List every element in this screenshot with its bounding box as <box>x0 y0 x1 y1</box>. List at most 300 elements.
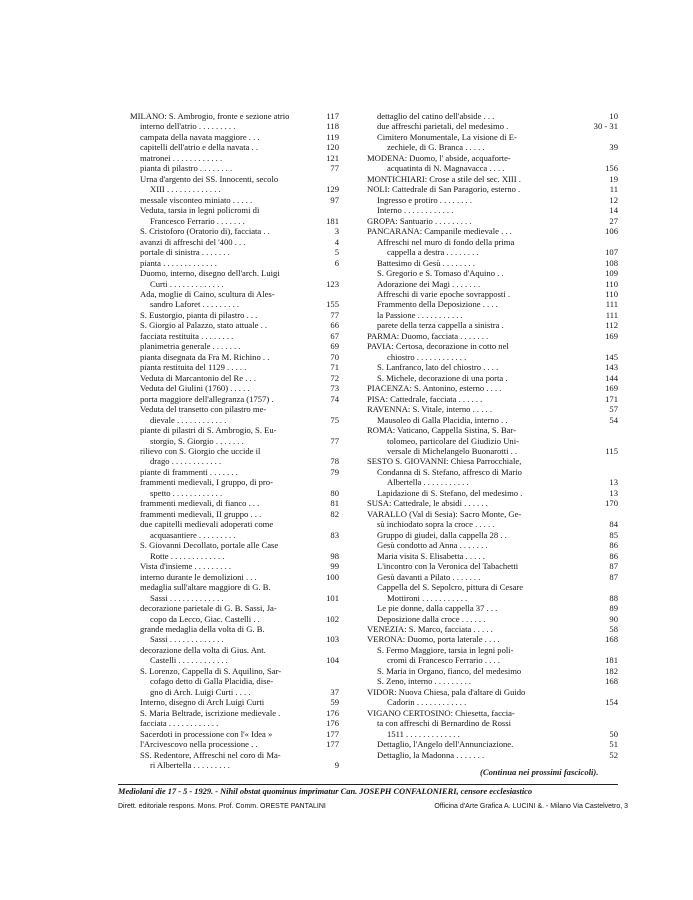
index-entry-page: 9 <box>334 760 339 771</box>
index-entry-page: 181 <box>326 215 339 226</box>
index-entry-page: 27 <box>609 215 618 226</box>
index-entry-page: 181 <box>605 655 618 666</box>
index-entry-title: SESTO S. GIOVANNI: Chiesa Parrocchiale, <box>367 456 522 467</box>
index-entry-page: 155 <box>326 299 339 310</box>
index-entry-page: 111 <box>605 309 618 320</box>
index-entry <box>367 184 618 194</box>
index-entry-title: Dettaglio, la Madonna . . . . . . . <box>377 749 485 760</box>
index-entry-title: VENEZIA: S. Marco, facciata . . . . . <box>367 623 493 634</box>
index-entry-title: drago . . . . . . . . . . . . <box>150 456 222 467</box>
index-entry-title: SUSA: Cattedrale, le absidi . . . . . . <box>367 498 488 509</box>
index-entry-page: 4 <box>334 236 339 247</box>
index-entry-title: S. Giovanni Decollato, portale alle Case <box>140 540 279 551</box>
index-entry-title: pianta disegnata da Fra M. Richino . . <box>140 351 270 362</box>
index-entry <box>367 258 618 268</box>
index-entry <box>130 593 339 603</box>
index-entry-title: facciata . . . . . . . . . . . . <box>140 718 219 729</box>
index-entry-page: 78 <box>330 456 339 467</box>
index-entry-title: PIACENZA: S. Antonino, esterno . . . . <box>367 383 502 394</box>
index-entry-title: S. Fermo Maggiore, tarsia in legni poli- <box>377 644 514 655</box>
index-entry-page: 83 <box>330 529 339 540</box>
index-entry-title: cappella a destra . . . . . . . . <box>387 247 479 258</box>
index-entry-title: sandro Laforet . . . . . . . . . <box>150 299 240 310</box>
imprimatur-line: Mediolani die 17 - 5 - 1929. - Nihil obstat quominus imprimatur Can. JOSEPH CONFALONIERI, censore ecclesiastico <box>118 787 533 796</box>
index-entry-title: gno di Arch. Luigi Curti . . . . <box>150 686 251 697</box>
index-entry <box>367 425 618 435</box>
index-entry-title: L'incontro con la Veronica del Tabachetti <box>377 561 519 572</box>
index-entry <box>367 237 618 247</box>
index-entry <box>367 614 618 624</box>
index-entry-title: interno dell'atrio . . . . . . . . . <box>140 121 236 132</box>
footer-rule <box>118 784 618 785</box>
index-entry <box>130 540 339 550</box>
index-entry-title: pianta restituita del 1129 . . . . . <box>140 362 247 373</box>
index-entry-title: Veduta del Giulini (1760) . . . . . <box>140 383 250 394</box>
index-entry <box>130 362 339 372</box>
index-entry-page: 71 <box>330 362 339 373</box>
index-entry-page: 10 <box>609 111 618 121</box>
index-entry <box>367 572 618 582</box>
index-entry-page: 121 <box>326 152 339 163</box>
index-entry <box>367 121 618 131</box>
index-entry-page: 81 <box>330 498 339 509</box>
index-entry <box>367 404 618 414</box>
index-entry <box>130 184 339 194</box>
index-entry <box>367 216 618 226</box>
index-entry-title: storgio, S. Giorgio . . . . . . . <box>150 435 244 446</box>
index-entry-title: MONTICHIARI: Crose a stile del sec. XIII . <box>367 173 521 184</box>
index-entry <box>367 530 618 540</box>
index-entry <box>130 572 339 582</box>
index-entry-page: 54 <box>609 414 618 425</box>
index-entry-title: decorazione della volta di Gius. Ant. <box>140 644 266 655</box>
continuation-note: (Continua nei prossimi fascicoli). <box>480 767 599 777</box>
index-entry <box>367 561 618 571</box>
index-entry-title: S. Giorgio al Palazzo, stato attuale . . <box>140 320 268 331</box>
index-entry <box>130 341 339 351</box>
index-entry <box>367 331 618 341</box>
index-entry <box>130 655 339 665</box>
index-entry <box>367 509 618 519</box>
index-entry-page: 170 <box>605 498 618 509</box>
index-entry <box>130 456 339 466</box>
index-entry <box>130 289 339 299</box>
index-entry <box>367 320 618 330</box>
index-entry-page: 182 <box>605 665 618 676</box>
index-entry <box>367 551 618 561</box>
index-entry <box>367 729 618 739</box>
index-entry-title: piante di frammenti . . . . . . . <box>140 466 238 477</box>
index-entry-title: pianta di pilastro . . . . . . . . <box>140 163 233 174</box>
index-entry <box>367 436 618 446</box>
index-entry <box>130 174 339 184</box>
index-entry-title: S. Zeno, interno . . . . . . . . . <box>377 676 472 687</box>
index-entry-page: 176 <box>326 707 339 718</box>
index-entry <box>367 655 618 665</box>
printer-credit: Officina d'Arte Grafica A. LUCINI &. - Milano Via Castelvetro, 3 <box>434 803 628 810</box>
index-entry-page: 176 <box>326 718 339 729</box>
index-entry-page: 169 <box>605 330 618 341</box>
index-entry-page: 108 <box>605 257 618 268</box>
index-entry-page: 50 <box>609 728 618 739</box>
index-entry <box>130 624 339 634</box>
index-entry-page: 58 <box>609 623 618 634</box>
index-entry-title: Cadorin . . . . . . . . . . . . <box>387 697 467 708</box>
index-entry-page: 88 <box>609 592 618 603</box>
index-entry-page: 13 <box>609 487 618 498</box>
index-entry <box>130 205 339 215</box>
index-entry-page: 118 <box>326 121 339 132</box>
index-entry <box>367 488 618 498</box>
index-entry <box>367 750 618 760</box>
index-entry-page: 77 <box>330 309 339 320</box>
index-entry-title: S. Lanfranco, lato del chiostro . . . . <box>377 362 499 373</box>
index-entry-page: 59 <box>330 697 339 708</box>
index-entry-title: grande medaglia della volta di G. B. <box>140 623 265 634</box>
index-entry-page: 39 <box>609 142 618 153</box>
index-entry-page: 14 <box>609 205 618 216</box>
index-entry-title: VARALLO (Val di Sesia): Sacro Monte, Ge- <box>367 508 522 519</box>
index-entry-page: 106 <box>605 226 618 237</box>
index-entry-title: Sacerdoti in processione con l'« Idea » <box>140 728 273 739</box>
index-column-left <box>130 111 339 771</box>
index-entry <box>367 341 618 351</box>
index-entry-title: messale visconteo miniato . . . . . <box>140 194 253 205</box>
index-entry <box>130 352 339 362</box>
index-entry-page: 169 <box>605 383 618 394</box>
index-entry <box>130 498 339 508</box>
index-entry-title: VIDOR: Nuova Chiesa, pala d'altare di Guido <box>367 686 526 697</box>
index-entry-title: spetto . . . . . . . . . . . . <box>150 487 223 498</box>
index-entry-title: Gesù davanti a Pilato . . . . . . . <box>377 571 481 582</box>
index-entry-title: due capitelli medievali adoperati come <box>140 519 274 530</box>
index-entry-title: Lapidazione di S. Stefano, del medesimo . <box>377 487 523 498</box>
index-entry-title: la Passione . . . . . . . . . . . <box>377 309 463 320</box>
index-entry <box>130 729 339 739</box>
index-entry <box>130 634 339 644</box>
index-entry-page: 13 <box>609 477 618 488</box>
index-entry-page: 120 <box>326 142 339 153</box>
index-entry <box>130 561 339 571</box>
index-entry <box>130 603 339 613</box>
index-entry-page: 123 <box>326 278 339 289</box>
index-entry <box>130 551 339 561</box>
index-entry-title: Vista d'insieme . . . . . . . . . <box>140 561 232 572</box>
index-entry-title: acquatinta di N. Magnavacca . . . . <box>387 163 505 174</box>
index-entry <box>367 299 618 309</box>
index-entry-title: PANCARANA: Campanile medievale . . . <box>367 226 512 237</box>
index-entry-title: Urna d'argento dei SS. Innocenti, secolo <box>140 173 279 184</box>
index-entry-title: S. Maria in Organo, fianco, del medesimo <box>377 665 522 676</box>
index-entry-page: 107 <box>605 247 618 258</box>
index-entry <box>130 258 339 268</box>
index-entry <box>367 624 618 634</box>
index-entry-title: PAVIA: Certosa, decorazione in cotto nel <box>367 341 509 352</box>
index-entry-page: 19 <box>609 173 618 184</box>
index-entry-title: ri Albertella . . . . . . . . . <box>150 760 230 771</box>
index-entry-page: 117 <box>326 111 339 121</box>
index-entry-title: copo da Lecco, Giac. Castelli . . <box>150 613 260 624</box>
index-entry-title: Cimitero Monumentale, La visione di E- <box>377 131 517 142</box>
index-entry-title: frammenti medievali, I gruppo, di pro- <box>140 477 273 488</box>
index-entry-page: 177 <box>326 728 339 739</box>
index-entry-page: 115 <box>605 446 618 456</box>
index-entry-page: 72 <box>330 372 339 383</box>
index-entry-title: decorazione parietale di G. B. Sassi, Ja- <box>140 603 277 614</box>
index-entry <box>130 425 339 435</box>
index-entry <box>367 666 618 676</box>
index-entry-page: 168 <box>605 676 618 687</box>
index-entry-page: 154 <box>605 697 618 708</box>
index-entry <box>130 331 339 341</box>
index-entry-title: S. Gregorio e S. Tomaso d'Aquino . . <box>377 268 504 279</box>
index-entry <box>367 498 618 508</box>
index-entry-title: S. Cristoforo (Oratorio di), facciata . . <box>140 226 270 237</box>
index-entry <box>130 237 339 247</box>
index-entry-title: Sassi . . . . . . . . . . . . . <box>150 634 224 645</box>
index-entry <box>367 697 618 707</box>
index-entry <box>367 415 618 425</box>
index-entry-title: XIII . . . . . . . . . . . . . <box>150 184 221 195</box>
index-entry-page: 74 <box>330 393 339 404</box>
index-entry <box>367 394 618 404</box>
index-entry <box>367 519 618 529</box>
index-entry <box>130 446 339 456</box>
publisher-line <box>118 803 628 810</box>
index-entry <box>367 540 618 550</box>
index-entry <box>367 446 618 456</box>
index-entry <box>367 142 618 152</box>
index-entry <box>367 645 618 655</box>
index-entry <box>130 687 339 697</box>
index-entry <box>130 383 339 393</box>
index-entry <box>367 111 618 121</box>
index-entry <box>367 739 618 749</box>
index-entry-title: Dettaglio, l'Angelo dell'Annunciazione. <box>377 739 514 750</box>
index-entry-page: 77 <box>330 163 339 174</box>
index-entry-title: NOLI: Cattedrale di San Paragorio, esterno . <box>367 184 521 195</box>
index-entry <box>130 582 339 592</box>
index-entry <box>130 697 339 707</box>
index-entry <box>367 226 618 236</box>
index-entry-page: 102 <box>326 613 339 624</box>
index-entry <box>130 718 339 728</box>
index-entry-title: portale di sinistra . . . . . . . <box>140 247 230 258</box>
index-entry <box>367 195 618 205</box>
index-entry-page: 156 <box>605 163 618 174</box>
index-entry <box>130 394 339 404</box>
index-entry <box>367 279 618 289</box>
index-entry-page: 110 <box>605 278 618 289</box>
index-entry <box>367 383 618 393</box>
index-entry-page: 87 <box>609 561 618 572</box>
index-entry-title: Affreschi nel muro di fondo della prima <box>377 236 515 247</box>
index-entry-page: 79 <box>330 466 339 477</box>
index-entry-page: 3 <box>334 226 339 237</box>
index-entry-title: Gruppo di giudei, dalla cappella 28 . . <box>377 529 507 540</box>
index-entry <box>130 320 339 330</box>
index-entry-page: 89 <box>609 603 618 614</box>
index-entry-page: 86 <box>609 540 618 551</box>
index-entry-page: 85 <box>609 529 618 540</box>
index-entry-title: Adorazione dei Magi . . . . . . . <box>377 278 481 289</box>
index-entry <box>130 310 339 320</box>
index-entry-title: rilievo con S. Giorgio che uccide il <box>140 446 261 456</box>
index-entry <box>130 142 339 152</box>
index-entry-page: 143 <box>605 362 618 373</box>
index-entry-title: zechiele, di G. Branca . . . . . <box>387 142 485 153</box>
index-entry-page: 103 <box>326 634 339 645</box>
index-entry <box>130 226 339 236</box>
index-entry-page: 110 <box>605 288 618 299</box>
index-entry-title: 1511 . . . . . . . . . . . . . <box>387 728 460 739</box>
index-entry-page: 73 <box>330 383 339 394</box>
index-entry <box>367 634 618 644</box>
index-entry <box>130 750 339 760</box>
index-entry-page: 87 <box>609 571 618 582</box>
index-entry-title: SS. Redentore, Affreschi nel coro di Ma- <box>140 749 281 760</box>
index-entry <box>367 373 618 383</box>
index-entry-title: GROPA: Santuario . . . . . . . . . <box>367 215 472 226</box>
index-entry-page: 119 <box>326 131 339 142</box>
index-entry <box>367 603 618 613</box>
index-entry-page: 90 <box>609 613 618 624</box>
index-entry-page: 109 <box>605 268 618 279</box>
index-entry <box>367 310 618 320</box>
index-entry-title: Affreschi di varie epoche sovrapposti . <box>377 288 511 299</box>
index-entry-page: 100 <box>326 571 339 582</box>
index-entry-title: avanzi di affreschi del '400 . . . <box>140 236 246 247</box>
index-entry-title: Albertella . . . . . . . . . . . <box>387 477 469 488</box>
index-entry-title: Battesimo di Gesù . . . . . . . . <box>377 257 475 268</box>
index-entry-page: 177 <box>326 739 339 750</box>
index-entry-title: Mausoleo di Galla Placidia, interno . . <box>377 414 508 425</box>
index-entry <box>130 279 339 289</box>
index-entry-title: Duomo, interno, disegno dell'arch. Luigi <box>140 268 280 279</box>
index-entry-title: ta con affreschi di Bernardino de Rossi <box>377 718 511 729</box>
index-entry-page: 70 <box>330 351 339 362</box>
index-entry-page: 129 <box>326 184 339 195</box>
index-entry <box>130 111 339 121</box>
index-entry <box>130 299 339 309</box>
index-entry-title: Cappella del S. Sepolcro, pittura di Cesare <box>377 582 524 593</box>
index-entry-page: 37 <box>330 686 339 697</box>
index-entry-page: 98 <box>330 550 339 561</box>
index-entry-title: due affreschi parietali, del medesimo . <box>377 121 509 132</box>
index-entry-title: campata della navata maggiore . . . <box>140 131 260 142</box>
index-entry-page: 52 <box>609 749 618 760</box>
index-entry-page: 80 <box>330 487 339 498</box>
index-entry-title: Deposizione dalla croce . . . . . . <box>377 613 486 624</box>
index-entry <box>130 676 339 686</box>
index-entry-title: cromi di Francesco Ferrario . . . . <box>387 655 500 666</box>
index-entry <box>130 121 339 131</box>
index-entry-page: 112 <box>605 320 618 331</box>
index-entry-title: planimetria generale . . . . . . . <box>140 341 241 352</box>
index-entry-title: MODENA: Duomo, l' abside, acquaforte- <box>367 152 511 163</box>
index-entry-page: 51 <box>609 739 618 750</box>
index-entry <box>367 456 618 466</box>
index-entry-title: Curti . . . . . . . . . . . . . <box>150 278 224 289</box>
index-entry-title: S. Lorenzo, Cappella di S. Aquilino, Sar- <box>140 665 282 676</box>
index-entry-title: Veduta, tarsia in legni policromi di <box>140 205 260 216</box>
index-entry-page: 168 <box>605 634 618 645</box>
index-entry <box>367 352 618 362</box>
index-entry-page: 97 <box>330 194 339 205</box>
index-entry <box>367 163 618 173</box>
index-entry <box>130 132 339 142</box>
index-entry <box>130 477 339 487</box>
index-entry-title: RAVENNA: S. Vitale, interno . . . . . <box>367 404 492 415</box>
index-entry-page: 30 - 31 <box>593 121 618 132</box>
index-entry-page: 6 <box>334 257 339 268</box>
index-entry <box>367 718 618 728</box>
index-entry-title: tolomeo, particolare del Giudizio Uni- <box>387 435 519 446</box>
index-entry-title: Ada, moglie di Caino, scultura di Ales- <box>140 288 275 299</box>
index-entry-title: Frammento della Deposizione . . . . <box>377 299 498 310</box>
index-entry-title: cofago detto di Galla Placidia, dise- <box>150 676 274 687</box>
index-entry-title: MILANO: S. Ambrogio, fronte e sezione atrio <box>130 111 290 121</box>
index-entry <box>367 593 618 603</box>
index-entry-title: Castelli . . . . . . . . . . . . <box>150 655 228 666</box>
index-entry-page: 5 <box>334 247 339 258</box>
index-column-right <box>367 111 618 760</box>
index-entry-title: Maria visita S. Elisabetta . . . . . <box>377 550 485 561</box>
index-entry-title: Rotte . . . . . . . . . . . . . <box>150 550 225 561</box>
index-entry-title: Francesco Ferrario . . . . . . . <box>150 215 245 226</box>
index-entry <box>367 467 618 477</box>
index-entry-page: 69 <box>330 341 339 352</box>
index-entry-title: porta maggiore dell'allegranza (1757) . <box>140 393 274 404</box>
index-entry <box>130 467 339 477</box>
index-entry-page: 11 <box>609 184 618 195</box>
index-entry <box>130 404 339 414</box>
index-entry-title: parete della terza cappella a sinistra . <box>377 320 504 331</box>
index-entry-title: PARMA: Duomo, facciata . . . . . . . <box>367 330 489 341</box>
index-entry-title: Condanna di S. Stefano, affresco di Mario <box>377 466 522 477</box>
index-entry <box>130 436 339 446</box>
index-entry <box>130 645 339 655</box>
index-entry-title: Mottironi . . . . . . . . . . . <box>387 592 468 603</box>
index-entry <box>367 268 618 278</box>
index-entry-title: S. Maria Beltrade, iscrizione medievale . <box>140 707 281 718</box>
index-entry-title: S. Michele, decorazione di una porta . <box>377 372 508 383</box>
index-entry <box>130 519 339 529</box>
index-entry-page: 144 <box>605 372 618 383</box>
index-entry-title: capitelli dell'atrio e della navata . . <box>140 142 258 153</box>
index-entry-page: 99 <box>330 561 339 572</box>
index-entry-title: VERONA: Duomo, porta laterale . . . . <box>367 634 500 645</box>
index-entry-page: 57 <box>609 404 618 415</box>
index-entry-title: medaglia sull'altare maggiore di G. B. <box>140 582 271 593</box>
index-entry <box>367 174 618 184</box>
index-entry-page: 84 <box>609 519 618 530</box>
index-entry <box>130 415 339 425</box>
editor-credit: Dirett. editoriale respons. Mons. Prof. Comm. ORESTE PANTALINI <box>118 803 326 810</box>
index-entry-title: Interno . . . . . . . . . . . . <box>377 205 454 216</box>
index-entry <box>367 582 618 592</box>
index-entry-title: ROMA: Vaticano, Cappella Sistina, S. Bar- <box>367 425 517 436</box>
index-entry-page: 101 <box>326 592 339 603</box>
index-entry-page: 82 <box>330 508 339 519</box>
index-entry <box>130 739 339 749</box>
index-entry-title: Gesù condotto ad Anna . . . . . . . <box>377 540 488 551</box>
index-entry-title: Sassi . . . . . . . . . . . . . <box>150 592 224 603</box>
index-entry <box>367 289 618 299</box>
index-entry <box>367 247 618 257</box>
index-entry-title: piante di pilastri di S. Ambrogio, S. Eu- <box>140 425 277 436</box>
index-entry-title: l'Arcivescovo nella processione . . <box>140 739 258 750</box>
